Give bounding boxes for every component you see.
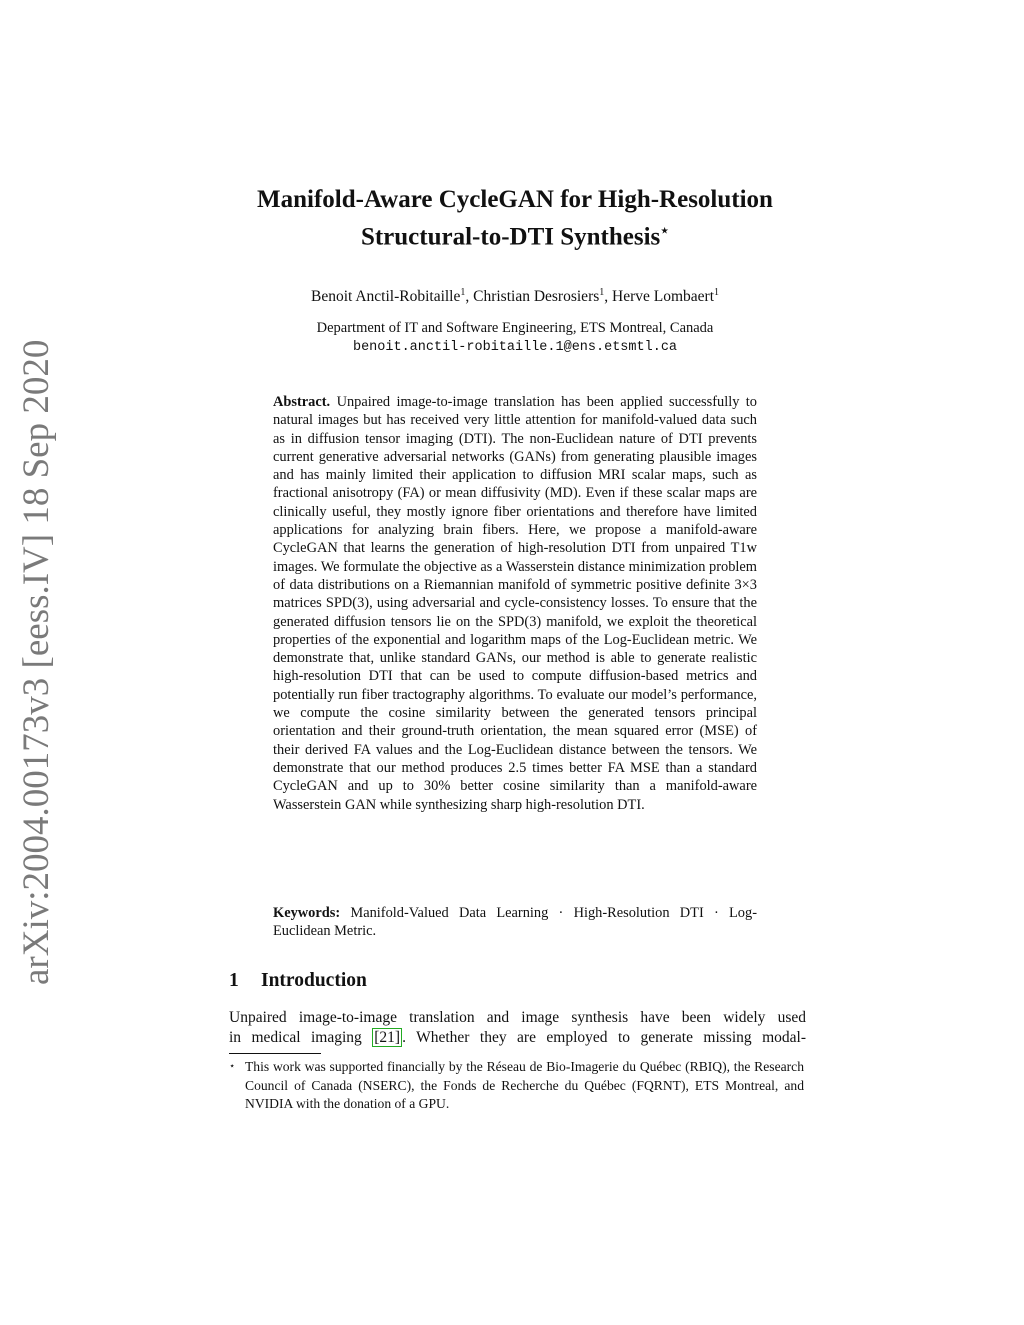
abstract <box>273 393 757 814</box>
footnote-text: This work was supported financially by the Réseau de Bio-Imagerie du Québec (RBIQ), the Research Council of Canada (NSERC), the Fonds de Recherche du Québec (FQRNT), ETS Montreal, and NVIDIA with the donation of a GPU. <box>245 1059 804 1111</box>
author-affil-mark: 1 <box>460 287 466 298</box>
author-email[interactable]: benoit.anctil-robitaille.1@ens.etsmtl.ca <box>352 340 678 355</box>
intro-paragraph <box>229 1008 806 1048</box>
abstract-label: Abstract. <box>273 394 331 410</box>
author-name: Christian Desrosiers <box>473 288 600 306</box>
author-name: Herve Lombaert <box>612 288 715 306</box>
intro-line-1: Unpaired image-to-image translation and image synthesis have been widely used <box>229 1009 806 1026</box>
title-line-2 <box>190 216 840 253</box>
intro-line-2 <box>229 1028 806 1048</box>
author-affil-mark: 1 <box>599 287 605 298</box>
author-affil-mark: 1 <box>714 287 720 298</box>
author-name: Benoit Anctil-Robitaille <box>310 288 461 306</box>
abstract-text: Unpaired image-to-image translation has been applied successfully to natural images but has received very little attention for manifold-valued data such as in diffusion tensor imaging (DTI). The non-Euclidean nature of DTI prevents current generative adversarial networks (GANs) from generating plausible images and has mainly limited their application to diffusion MRI scalar maps, such as fractional anisotropy (FA) or mean diffusivity (MD). Even if these scalar maps are clinically useful, they mostly ignore fiber orientations and therefore have limited applications for analyzing brain fibers. Here, we propose a manifold-aware CycleGAN that learns the generation of high-resolution DTI from unpaired T1w images. We formulate the objective as a Wasserstein distance minimization problem of data distributions on a Riemannian manifold of symmetric positive definite 3×3 matrices SPD(3), using adversarial and cycle-consistency losses. To ensure that the generated diffusion tensors lie on the SPD(3) manifold, we exploit the theoretical properties of the exponential and logarithm maps of the Log-Euclidean metric. We demonstrate that, unlike standard GANs, our method is able to generate realistic high-resolution DTI that can be used to compute diffusion-based metrics and potentially run fiber tractography algorithms. To evaluate our model’s performance, we compute the cosine similarity between the generated tensors principal orientation and their ground-truth orientation, the mean squared error (MSE) of their derived FA values and the Log-Euclidean distance between the tensors. We demonstrate that our method produces 2.5 times better FA MSE than a standard CycleGAN and up to 30% better cosine similarity than a manifold-aware Wasserstein GAN while synthesizing sharp high-resolution DTI. <box>273 394 757 813</box>
author-separator: , <box>465 288 474 306</box>
section-heading <box>229 968 809 994</box>
title-line-1: Manifold-Aware CycleGAN for High-Resolution <box>257 186 773 213</box>
footnote-mark: ⋆ <box>229 1061 236 1072</box>
title-footnote-mark: ⋆ <box>660 224 670 239</box>
section-title: Introduction <box>261 970 367 991</box>
keywords <box>273 904 757 941</box>
author-separator: , <box>604 288 613 306</box>
affiliation-department: Department of IT and Software Engineering, ETS Montreal, Canada <box>316 320 714 336</box>
title-line-2-text: Structural-to-DTI Synthesis <box>360 223 661 251</box>
citation-link[interactable]: [21] <box>374 1029 401 1046</box>
arxiv-stamp: arXiv:2004.00173v3 [eess.IV] 18 Sep 2020 <box>16 339 57 985</box>
section-number: 1 <box>229 970 239 991</box>
footnote-divider <box>229 1053 321 1054</box>
footnote <box>229 1058 806 1114</box>
intro-line-2-start: in medical imaging <box>229 1029 373 1046</box>
paper-title <box>190 184 840 253</box>
keywords-text: Manifold-Valued Data Learning · High-Resolution DTI · Log-Euclidean Metric. <box>273 905 757 940</box>
author-list <box>190 283 840 307</box>
affiliation-block <box>190 319 840 357</box>
keywords-label: Keywords: <box>273 905 341 921</box>
intro-line-2-end: . Whether they are employed to generate missing modal- <box>402 1029 806 1046</box>
